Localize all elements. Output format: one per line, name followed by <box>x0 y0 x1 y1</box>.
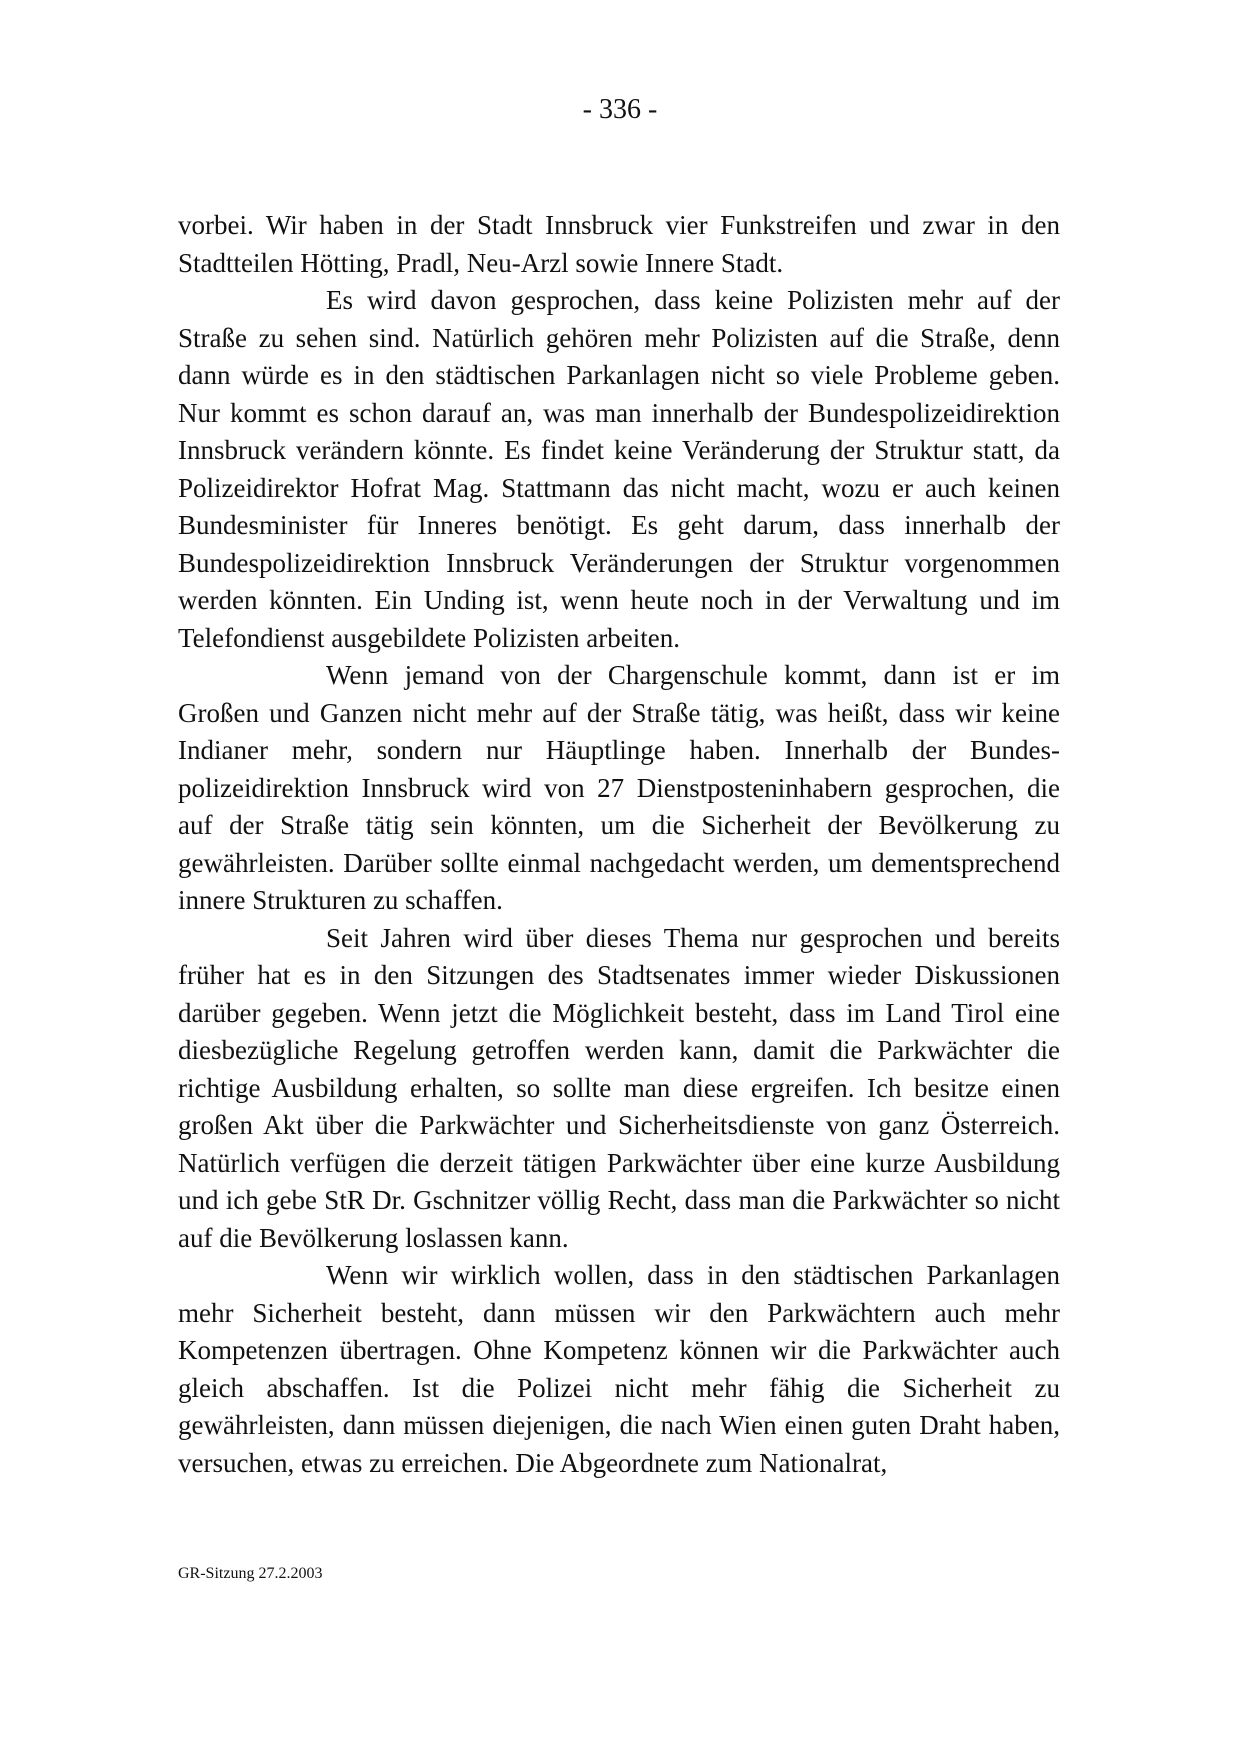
paragraph-4: Seit Jahren wird über dieses Thema nur gesprochen und bereits früher hat es in den Sitzungen des Stadtsenates immer wieder Diskussionen darüber gegeben. Wenn jetzt die Möglichkeit besteht, dass im Land Tirol eine diesbezügliche Regelung getroffen werden kann, damit die Parkwächter die richtige Ausbildung erhalten, so sollte man diese ergreifen. Ich besitze einen großen Akt über die Parkwächter und Sicherheitsdienste von ganz Österreich. Natürlich verfügen die derzeit tätigen Parkwächter über eine kurze Ausbildung und ich gebe StR Dr. Gschnitzer völlig Recht, dass man die Parkwächter so nicht auf die Bevölkerung loslassen kann. <box>178 922 1060 1253</box>
paragraph-5: Wenn wir wirklich wollen, dass in den städtischen Parkanlagen mehr Sicherheit besteht, dann müssen wir den Parkwächtern auch mehr Kompetenzen übertragen. Ohne Kompetenz können wir die Parkwächter auch gleich abschaffen. Ist die Polizei nicht mehr fähig die Sicherheit zu gewährleisten, dann müssen diejenigen, die nach Wien einen guten Draht haben, versuchen, etwas zu erreichen. Die Abgeordnete zum Nationalrat, <box>178 1260 1060 1478</box>
paragraph-2: Es wird davon gesprochen, dass keine Polizisten mehr auf der Straße zu sehen sind. Natürlich gehören mehr Polizisten auf die Straße, denn dann würde es in den städtischen Parkanlagen nicht so viele Probleme geben. Nur kommt es schon darauf an, was man innerhalb der Bundespolizeidirektion Innsbruck verändern könnte. Es findet keine Veränderung der Struktur statt, da Polizeidirektor Hofrat Mag. Stattmann das nicht macht, wozu er auch keinen Bundesminister für Inneres benötigt. Es geht darum, dass innerhalb der Bundespolizeidirektion Innsbruck Veränderungen der Struktur vorgenommen werden könnten. Ein Unding ist, wenn heute noch in der Verwaltung und im Telefondienst ausgebildete Polizisten arbeiten. <box>178 285 1060 653</box>
footer-session-date: GR-Sitzung 27.2.2003 <box>178 1565 323 1582</box>
body-text <box>178 207 1060 1482</box>
page-number: - 336 - <box>582 94 658 125</box>
paragraph-3: Wenn jemand von der Chargenschule kommt, dann ist er im Großen und Ganzen nicht mehr auf der Straße tätig, was heißt, dass wir keine Indianer mehr, sondern nur Häuptlinge haben. Innerhalb der Bundespolizeidirektion Innsbruck wird von 27 Dienstposteninhabern gesprochen, die auf der Straße tätig sein könnten, um die Sicherheit der Bevölkerung zu gewährleisten. Darüber sollte einmal nachgedacht werden, um dementsprechend innere Strukturen zu schaffen. <box>178 660 1060 915</box>
paragraph-1: vorbei. Wir haben in der Stadt Innsbruck vier Funkstreifen und zwar in den Stadtteilen Hötting, Pradl, Neu-Arzl sowie Innere Stadt. <box>178 210 1060 278</box>
